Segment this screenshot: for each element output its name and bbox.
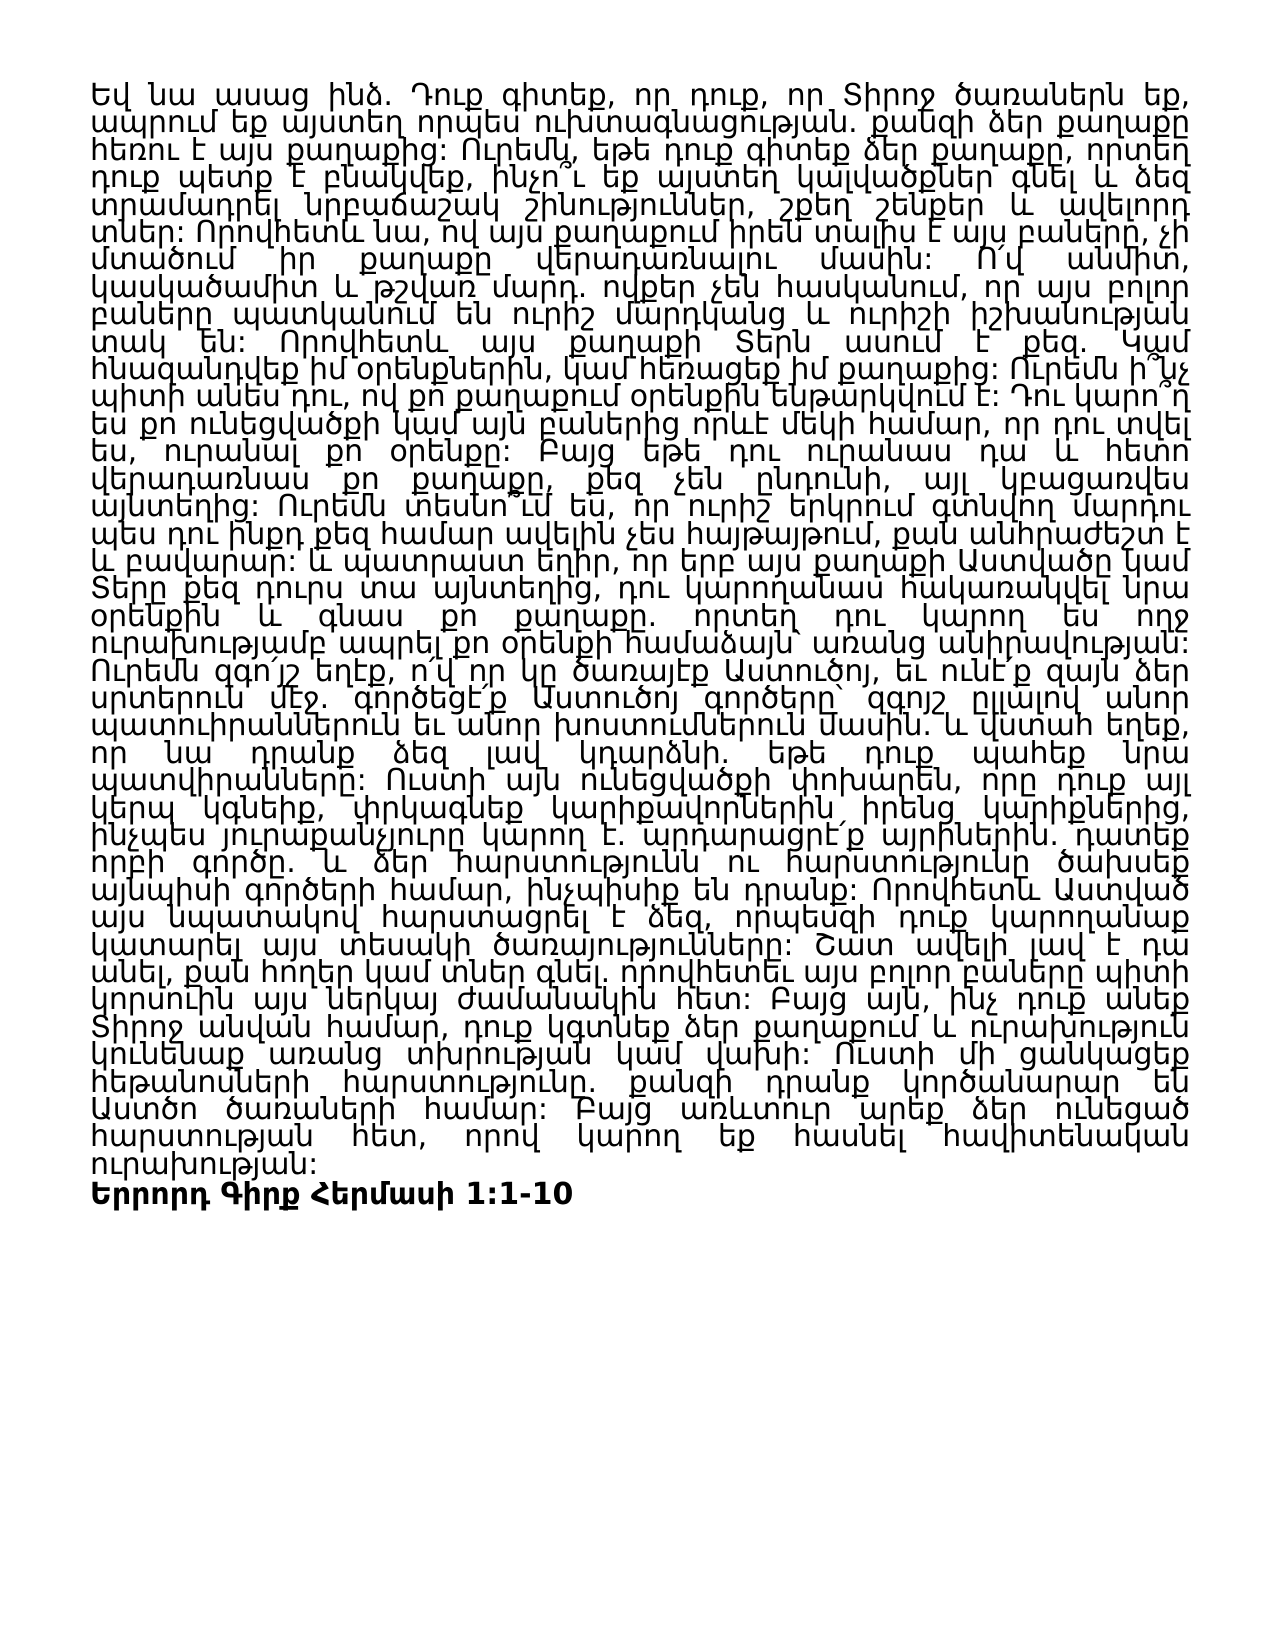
body-paragraph: Եվ նա ասաց ինձ. Դուք գիտեք, որ դուք, որ Տիրոջ ծառաներն եք, ապրում եք այստեղ որպես ուխտագնացության. քանզի ձեր քաղաքը հեռու է այս քաղաքից: Ուրեմն, եթե դուք գիտեք ձեր քաղաքը, որտեղ դուք պետք է բնակվեք, ինչո՞ւ եք այստեղ կալվածքներ գնել և ձեզ տրամադրել նրբաճաշակ շինություններ, շքեղ շենքեր և ավելորդ տներ: Որովհետև նա, ով այս քաղաքում իրեն տալիս է այս բաները, չի մտածում իր քաղաքը վերադառնալու մասին: Ո՛վ անմիտ, կասկածամիտ և թշվառ մարդ. ովքեր չեն հասկանում, որ այս բոլոր բաները պատկանում են ուրիշ մարդկանց և ուրիշի իշխանության տակ են: Որովհետև այս քաղաքի Տերն ասում է քեզ. Կամ հնազանդվեք իմ օրենքներին, կամ հեռացեք իմ քաղաքից: Ուրեմն ի՞նչ պիտի անես դու, ով քո քաղաքում օրենքին ենթարկվում է: Դու կարո՞ղ ես քո ունեցվածքի կամ այն բաներից որևէ մեկի համար, որ դու տվել ես, ուրանալ քո օրենքը: Բայց եթե դու ուրանաս դա և հետո վերադառնաս քո քաղաքը, քեզ չեն ընդունի, այլ կբացառվես այնտեղից: Ուրեմն տեսնո՞ւմ ես, որ ուրիշ երկրում գտնվող մարդու պես դու ինքդ քեզ համար ավելին չես հայթայթում, քան անհրաժեշտ է և բավարար: և պատրաստ եղիր, որ երբ այս քաղաքի Աստվածը կամ Տերը քեզ դուրս տա այնտեղից, դու կարողանաս հակառակվել նրա օրենքին և գնաս քո քաղաքը. որտեղ դու կարող ես ողջ ուրախությամբ ապրել քո օրենքի համաձայն՝ առանց անիրավության: Ուրեմն զգո՛յշ եղէք, ո՛վ որ կը ծառայէք Աստուծոյ, եւ ունէ՛ք զայն ձեր սրտերուն մէջ. գործեցէ՛ք Աստուծոյ գործերը՝ զգոյշ ըլլալով անոր պատուիրաններուն եւ անոր խոստումներուն մասին. և վստահ եղեք, որ նա դրանք ձեզ լավ կդարձնի. եթե դուք պահեք նրա պատվիրանները: Ուստի այն ունեցվածքի փոխարեն, որը դուք այլ կերպ կգնեիք, փրկագնեք կարիքավորներին իրենց կարիքներից, ինչպես յուրաքանչյուրը կարող է. արդարացրէ՛ք այրիներին. դատեք որբի գործը. և ձեր հարստությունն ու հարստությունը ծախսեք այնպիսի գործերի համար, ինչպիսիք են դրանք: Որովհետև Աստված այս նպատակով հարստացրել է ձեզ, որպեսզի դուք կարողանաք կատարել այս տեսակի ծառայությունները: Շատ ավելի լավ է դա անել, քան հողեր կամ տներ գնել. որովհետեւ այս բոլոր բաները պիտի կորսուին այս ներկայ ժամանակին հետ: Բայց այն, ինչ դուք անեք Տիրոջ անվան համար, դուք կգտնեք ձեր քաղաքում և ուրախություն կունենաք առանց տխրության կամ վախի: Ուստի մի ցանկացեք հեթանոսների հարստությունը. քանզի դրանք կործանարար են Աստծո ծառաների համար: Բայց առևտուր արեք ձեր ունեցած հարստության հետ, որով կարող եք հասնել հավիտենական ուրախության: bbox=[90, 78, 1190, 1182]
citation: Երրորդ Գիրք Հերմասի 1:1-10 bbox=[90, 1177, 574, 1213]
document-page bbox=[90, 78, 1190, 1213]
